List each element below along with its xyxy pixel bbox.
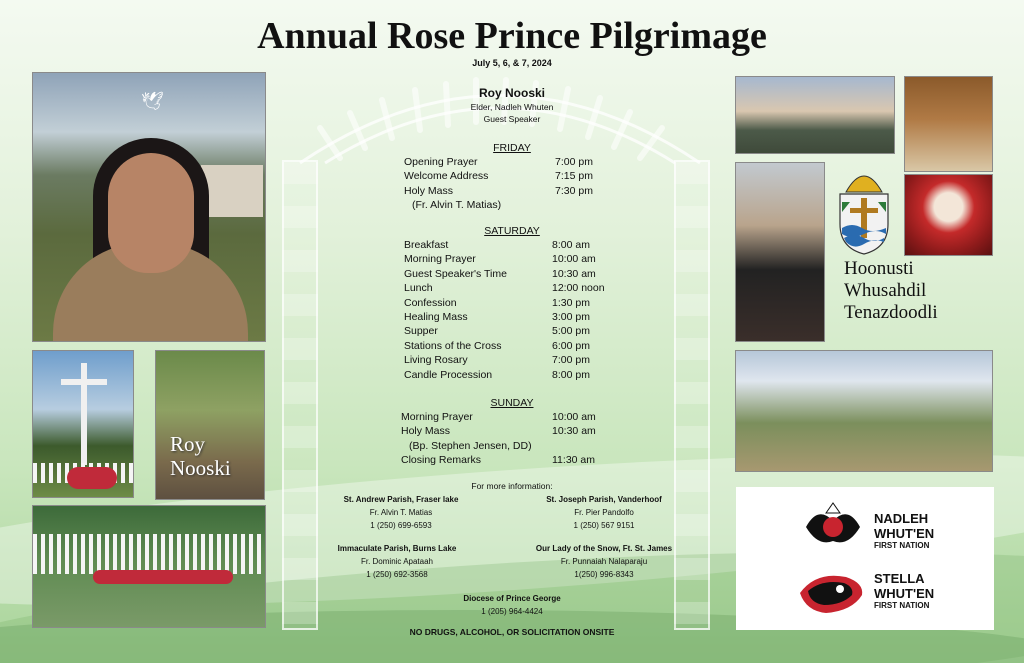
schedule-time: 10:00 am bbox=[552, 253, 596, 266]
white-cross-photo bbox=[32, 350, 134, 498]
schedule-event: Stations of the Cross bbox=[404, 339, 502, 352]
schedule-event: (Bp. Stephen Jensen, DD) bbox=[409, 439, 532, 452]
schedule-event: Closing Remarks bbox=[401, 454, 481, 467]
speaker-role: Elder, Nadleh Whuten Guest Speaker bbox=[470, 102, 554, 124]
schedule-event: Confession bbox=[404, 296, 457, 309]
nadleh-whuten-logo-icon bbox=[798, 497, 868, 551]
diocese-contact: Diocese of Prince George 1 (205) 964-4424 bbox=[463, 594, 561, 616]
parish-contact: St. Joseph Parish, Vanderhoof Fr. Pier Pandolfo 1 (250) 567 9151 bbox=[546, 495, 662, 530]
footer-notice: NO DRUGS, ALCOHOL, OR SOLICITATION ONSITE bbox=[409, 627, 615, 637]
schedule-time: 6:00 pm bbox=[552, 339, 590, 352]
schedule-event: Holy Mass bbox=[404, 184, 454, 197]
schedule-event: Opening Prayer bbox=[404, 156, 478, 168]
nadleh-whuten-text: NADLEH WHUT'EN FIRST NATION bbox=[874, 511, 935, 550]
schedule-time: 1:30 pm bbox=[552, 296, 590, 309]
speaker-name: Roy Nooski bbox=[478, 86, 545, 100]
diocese-crest-icon bbox=[832, 162, 896, 256]
pilgrim-crowd-photo bbox=[735, 76, 895, 154]
schedule-event: Lunch bbox=[404, 282, 433, 295]
parish-contact: St. Andrew Parish, Fraser lake Fr. Alvin T. Matias 1 (250) 699-6593 bbox=[343, 495, 459, 530]
schedule-time: 12:00 noon bbox=[552, 282, 605, 295]
clergy-group-photo bbox=[735, 350, 993, 472]
schedule-time: 7:30 pm bbox=[555, 184, 593, 197]
first-nation-logos bbox=[736, 487, 994, 630]
saturday-heading: SATURDAY bbox=[484, 225, 540, 237]
chapel-altar-photo bbox=[904, 76, 993, 172]
sunday-heading: SUNDAY bbox=[490, 397, 534, 409]
shrine-roses-photo bbox=[904, 174, 993, 256]
schedule-event: Supper bbox=[404, 325, 438, 338]
schedule-time: 7:00 pm bbox=[555, 156, 593, 168]
schedule-event: Holy Mass bbox=[401, 425, 451, 438]
rose-prince-painting bbox=[32, 72, 266, 342]
stella-whuten-logo-icon bbox=[796, 567, 866, 619]
roy-nooski-label: Roy Nooski bbox=[170, 432, 231, 480]
friday-heading: FRIDAY bbox=[493, 142, 531, 154]
stella-whuten-text: STELLA WHUT'EN FIRST NATION bbox=[874, 571, 935, 610]
info-heading: For more information: bbox=[471, 481, 553, 491]
residence-building bbox=[201, 165, 263, 217]
grave-site-photo bbox=[32, 505, 266, 628]
schedule-time: 11:30 am bbox=[552, 454, 595, 467]
schedule-event: Living Rosary bbox=[404, 354, 468, 367]
schedule-event: Morning Prayer bbox=[404, 253, 476, 266]
page-title: Annual Rose Prince Pilgrimage bbox=[257, 15, 767, 57]
event-dates: July 5, 6, & 7, 2024 bbox=[472, 58, 552, 68]
schedule-event: (Fr. Alvin T. Matias) bbox=[412, 199, 502, 212]
schedule-event: Welcome Address bbox=[404, 170, 489, 183]
parish-contact: Immaculate Parish, Burns Lake Fr. Dominic Apataah 1 (250) 692-3568 bbox=[337, 544, 457, 579]
hoonusti-label: Hoonusti Whusahdil Tenazdoodli bbox=[844, 258, 938, 323]
schedule-time: 7:00 pm bbox=[552, 354, 590, 367]
totem-pillar-left bbox=[282, 160, 318, 630]
schedule-time: 8:00 pm bbox=[552, 368, 590, 381]
schedule-time: 10:30 am bbox=[552, 425, 596, 438]
schedule-time: 8:00 am bbox=[552, 239, 590, 251]
schedule-event: Guest Speaker's Time bbox=[404, 267, 507, 280]
schedule-time: 7:15 pm bbox=[555, 170, 593, 183]
schedule-time: 10:00 am bbox=[552, 411, 596, 423]
dove-icon: 🕊 bbox=[141, 91, 164, 111]
schedule-event: Candle Procession bbox=[404, 368, 493, 381]
schedule-time: 10:30 am bbox=[552, 267, 596, 280]
schedule-event: Healing Mass bbox=[404, 311, 468, 323]
schedule-event: Breakfast bbox=[404, 239, 449, 251]
parish-contact: Our Lady of the Snow, Ft. St. James Fr. Punnaiah Nalaparaju 1(250) 996-8343 bbox=[535, 544, 673, 579]
schedule-event: Morning Prayer bbox=[401, 411, 473, 423]
woman-portrait-photo bbox=[735, 162, 825, 342]
schedule-time: 3:00 pm bbox=[552, 311, 590, 323]
schedule-time: 5:00 pm bbox=[552, 325, 590, 338]
